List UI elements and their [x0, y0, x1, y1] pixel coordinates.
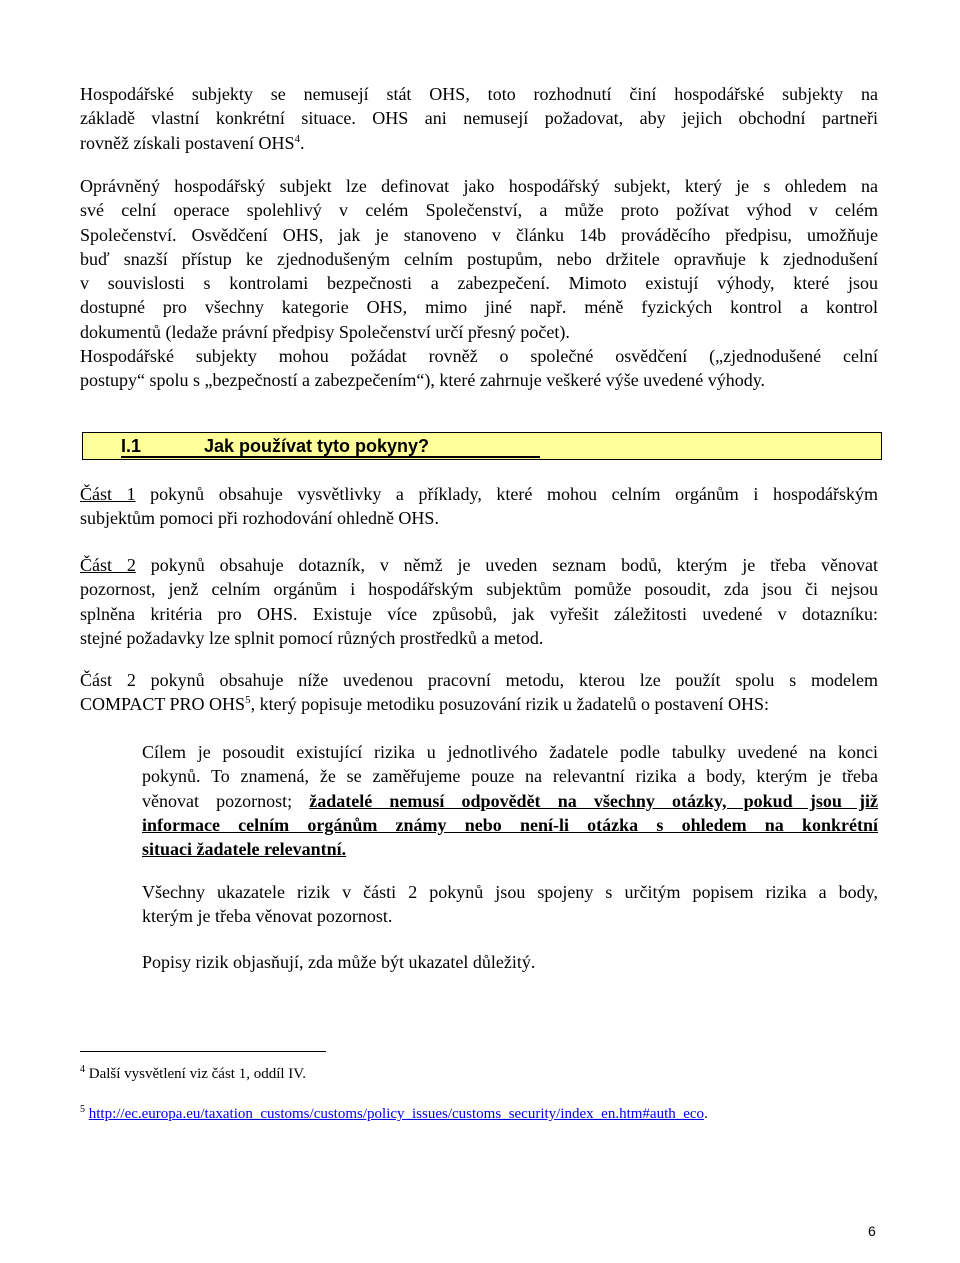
footnote-separator [80, 1051, 326, 1052]
text-line: Hospodářské subjekty mohou požádat rovněž o společné osvědčení („zjednodušené celní [80, 346, 878, 367]
paragraph-ohs-intro [80, 82, 878, 155]
text-line: dostupné pro všechny kategorie OHS, mimo jiné např. méně fyzických kontrol a kontrol [80, 297, 878, 318]
text-line: pozornost, jenž celním orgánům i hospodářským subjektům pomůže posoudit, zda jsou či nejsou [80, 579, 878, 600]
footnote-link[interactable]: http://ec.europa.eu/taxation_customs/customs/policy_issues/customs_security/index_en.htm#auth_eco [88, 1106, 705, 1122]
paragraph-risk-goal [142, 740, 878, 861]
text-line: pokynů. To znamená, že se zaměřujeme pouze na relevantní rizika a body, kterým je třeba [142, 766, 878, 787]
text-line: kterým je třeba věnovat pozornost. [142, 906, 393, 927]
text-line: COMPACT PRO OHS$^5$, který popisuje metodiku posuzování rizik u žadatelů o postavení OHS: [80, 694, 769, 715]
text-line [142, 837, 878, 861]
text-line: postupy“ spolu s „bezpečností a zabezpečením“), které zahrnuje veškeré výše uvedené výhody. [80, 370, 766, 391]
emphasis-text: situaci žadatele relevantní. [142, 839, 347, 860]
text-line: Popisy rizik objasňují, zda může být ukazatel důležitý. [142, 952, 536, 972]
text-line: základě vlastní konkrétní situace. OHS ani nemusejí požadovat, aby jejich obchodní partneři [80, 108, 878, 129]
text-line: Část 2 pokynů obsahuje níže uvedenou pracovní metodu, kterou lze použít spolu s modelem [80, 670, 878, 690]
section-heading [82, 432, 882, 460]
text-line: Všechny ukazatele rizik v části 2 pokynů jsou spojeny s určitým popisem rizika a body, [142, 882, 878, 902]
part1-label: Část 1 [80, 484, 136, 504]
paragraph-part2 [80, 553, 878, 650]
paragraph-compact-model [80, 668, 878, 717]
text-line: rovněž získali postavení OHS$^4$. [80, 132, 305, 153]
text-line: Cílem je posoudit existující rizika u jednotlivého žadatele podle tabulky uvedené na konci [142, 742, 878, 762]
text-line: Část 2 pokynů obsahuje dotazník, v němž je uveden seznam bodů, kterým je třeba věnovat [80, 555, 878, 575]
footnote-ref-5[interactable]: 5 [245, 694, 251, 707]
emphasis-text: žadatelé nemusí odpovědět na všechny otázky, pokud jsou již [309, 790, 878, 811]
text-line: Oprávněný hospodářský subjekt lze definovat jako hospodářský subjekt, který je s ohledem na [80, 176, 878, 196]
paragraph-ohs-definition [80, 174, 878, 393]
page-number: 6 [868, 1223, 876, 1239]
text-line: Společenství. Osvědčení OHS, jak je stanoveno v článku 14b prováděcího předpisu, umožňuje [80, 224, 878, 245]
paragraph-risk-descriptions [142, 950, 878, 974]
paragraph-risk-indicators [142, 880, 878, 929]
part2-label: Část 2 [80, 555, 136, 575]
text-line: stejné požadavky lze splnit pomocí různých prostředků a metod. [80, 627, 544, 648]
text-line: v souvislosti s kontrolami bezpečnosti a zabezpečení. Mimoto existují výhody, které jsou [80, 273, 878, 294]
footnote-4: $^4$ Další vysvětlení viz část 1, oddíl IV. [80, 1064, 306, 1082]
text-line: splněna kritéria pro OHS. Existuje více způsobů, jak vyřešit záležitosti uvedené v dotazníku: [80, 603, 878, 624]
text-line [142, 813, 878, 837]
text-line: své celní operace spolehlivý v celém Společenství, a může proto požívat výhod v celém [80, 200, 878, 221]
section-title: Jak používat tyto pokyny? [204, 436, 430, 456]
heading-underline [121, 456, 540, 458]
paragraph-part1 [80, 482, 878, 531]
footnote-ref-4[interactable]: 4 [294, 132, 300, 145]
text-line: subjektům pomoci při rozhodování ohledně OHS. [80, 508, 439, 529]
section-number: I.1 [121, 436, 142, 456]
text-line: věnovat pozornost; žadatelé nemusí odpovědět na všechny otázky, pokud jsou již [142, 790, 878, 811]
footnote-5: $^5$ http://ec.europa.eu/taxation_customs/customs/policy_issues/customs_security/index_en.htm#auth_eco. [80, 1104, 708, 1122]
emphasis-text: informace celním orgánům známy nebo není-li otázka s ohledem na konkrétní [142, 814, 878, 835]
text-line: Část 1 pokynů obsahuje vysvětlivky a příklady, které mohou celním orgánům i hospodářským [80, 484, 878, 504]
text-line: buď snazší přístup ke zjednodušeným celním postupům, nebo držitele opravňuje k zjednodušení [80, 248, 878, 269]
text-line: Hospodářské subjekty se nemusejí stát OHS, toto rozhodnutí činí hospodářské subjekty na [80, 84, 878, 104]
text-line: dokumentů (ledaže právní předpisy Společenství určí přesný počet). [80, 321, 570, 342]
